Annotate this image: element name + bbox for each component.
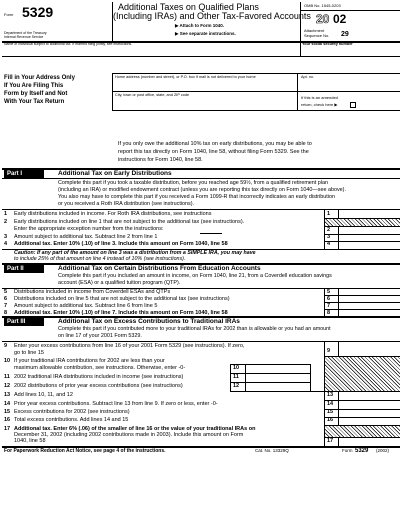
sequence-label: Sequence No. [304, 33, 330, 38]
intro-line2: report this tax directly on Form 1040, line 58, without filing Form 5329. See the [118, 149, 309, 155]
line-16-box: 16 [327, 417, 334, 423]
line-3-text: Amount subject to additional tax. Subtract line 2 from line 1 [14, 234, 158, 240]
name-field[interactable] [4, 48, 298, 56]
sequence-number: 29 [341, 31, 349, 38]
line-9-amount[interactable] [339, 342, 399, 355]
line-14-number: 14 [4, 401, 11, 407]
address-note-line2: If You Are Filing This [4, 83, 64, 89]
intro-line1: If you only owe the additional 10% tax on early distributions, you may be able to [118, 141, 312, 147]
line-14-text: Prior year excess contributions. Subtract line 13 from line 9. If zero or less, enter -0- [14, 401, 218, 407]
line-1-number: 1 [4, 211, 8, 217]
line-9-text-b: go to line 15 [14, 350, 44, 356]
line-11-box: 11 [233, 374, 239, 380]
line-10-amount[interactable] [246, 365, 309, 371]
line-17-amount[interactable] [339, 438, 399, 445]
line-2-text: Early distributions included on line 1 that are not subject to the additional tax (see instructions). [14, 219, 245, 225]
part3-label: Part III [4, 318, 44, 326]
line-5-number: 5 [4, 289, 8, 295]
line-6-text: Distributions included on line 5 that are not subject to the additional tax (see instructions) [14, 296, 230, 302]
part2-desc-1: Complete this part if you included an amount in income, on Form 1040, line 21, from a Coverdell education savings [58, 273, 332, 279]
line-15-box: 15 [327, 409, 334, 415]
line-11-number: 11 [4, 374, 10, 380]
line-5-box: 5 [327, 289, 331, 295]
line-3-amount[interactable] [339, 234, 399, 241]
address-note-line4: With Your Tax Return [4, 99, 65, 105]
line-17-text-a: Additional tax. Enter 6% (.06) of the smaller of line 16 or the value of your traditional IRAs on [14, 426, 256, 432]
line-14-amount[interactable] [339, 401, 399, 408]
dept-treasury: Department of the Treasury [4, 31, 47, 35]
form-word: Form [4, 12, 14, 17]
line-10-box: 10 [233, 365, 240, 371]
line-4-amount[interactable] [339, 241, 399, 248]
part2-desc-2: account (ESA) or a qualified tuition program (QTP). [58, 280, 181, 286]
form-title-line2: (Including IRAs) and Other Tax-Favored Accounts [113, 11, 311, 21]
line-2-amount[interactable] [339, 227, 399, 234]
part1-desc-3: You also may have to complete this part if you received a Form 1099-R that incorrectly indicates an early distribution [58, 194, 335, 200]
line-15-amount[interactable] [339, 409, 399, 416]
line-13-box: 13 [327, 392, 334, 398]
exception-number-field[interactable] [200, 226, 222, 233]
line-1-text: Early distributions included in income. For Roth IRA distributions, see instructions [14, 211, 212, 217]
line-14-box: 14 [327, 401, 334, 407]
line-6-box: 6 [327, 296, 331, 302]
line-4-box: 4 [327, 241, 331, 247]
line-2-exception-text: Enter the appropriate exception number from the instructions: [14, 226, 164, 232]
irs-label: Internal Revenue Service [4, 35, 44, 39]
line-16-text: Total excess contributions. Add lines 14 and 15 [14, 417, 129, 423]
line-11-text: 2002 traditional IRA distributions included in income (see instructions) [14, 374, 184, 380]
home-address-label: Home address (number and street), or P.O. box if mail is not delivered to your home [115, 75, 256, 79]
ssn-field[interactable] [302, 48, 398, 56]
amended-label-line1: If this is an amended [301, 95, 338, 100]
omb-number: OMB No. 1545-0203 [304, 3, 341, 8]
line-13-amount[interactable] [339, 392, 399, 399]
line-9-box: 9 [327, 348, 331, 354]
see-instructions: ▶ See separate instructions. [175, 31, 236, 36]
part1-desc-4: or you received a Roth IRA distribution (see instructions). [58, 201, 195, 207]
line-8-box: 8 [327, 310, 331, 316]
part2-label: Part II [4, 265, 44, 273]
line-3-box: 3 [327, 234, 331, 240]
city-field[interactable] [114, 99, 296, 109]
line-12-box: 12 [233, 383, 240, 389]
line-8-text: Additional tax. Enter 10% (.10) of line 7. Include this amount on Form 1040, line 58 [14, 310, 228, 316]
line-10-number: 10 [4, 358, 11, 364]
part1-desc-2: (including an IRA) or modified endowment contract (unless you are reporting this tax directly on Form 1040—see above). [58, 187, 346, 193]
line-13-text: Add lines 10, 11, and 12 [14, 392, 73, 398]
line-10-text-a: If your traditional IRA contributions for 2002 are less than your [14, 358, 165, 364]
amended-label-line2: return, check here ▶ [301, 102, 338, 107]
line-4-text: Additional tax. Enter 10% (.10) of line 3. Include this amount on Form 1040, line 58 [14, 241, 228, 247]
footer-form-number: 5329 [355, 448, 369, 454]
line-4-number: 4 [4, 241, 8, 247]
ssn-label: Your social security number [302, 42, 353, 46]
intro-line3: instructions for Form 1040, line 58. [118, 157, 203, 163]
attach-instruction: ▶ Attach to Form 1040. [175, 23, 225, 28]
footer-form-word: Form [342, 448, 353, 453]
catalog-number: Cat. No. 13329Q [255, 448, 289, 453]
form-number: 5329 [22, 4, 54, 20]
home-address-field[interactable] [114, 81, 296, 91]
line-6-number: 6 [4, 296, 8, 302]
line-11-amount[interactable] [246, 374, 309, 380]
attachment-label: Attachment [304, 28, 325, 33]
line-9-number: 9 [4, 343, 8, 349]
line-15-number: 15 [4, 409, 11, 415]
line-12-text: 2002 distributions of prior year excess contributions (see instructions) [14, 383, 183, 389]
part1-title: Additional Tax on Early Distributions [58, 170, 172, 177]
amended-checkbox[interactable] [350, 102, 356, 108]
line-2-box: 2 [327, 227, 331, 233]
name-label: Name of individual subject to additional tax. If married filing jointly, see instructions. [4, 42, 133, 46]
paperwork-notice: For Paperwork Reduction Act Notice, see page 4 of the instructions. [4, 448, 166, 454]
line-2-number: 2 [4, 219, 8, 225]
footer-year: (2002) [376, 448, 390, 453]
line-15-text: Excess contributions for 2002 (see instructions) [14, 409, 130, 415]
part1-caution-line2: to include 25% of that amount on line 4 instead of 10% (see instructions). [14, 256, 186, 262]
part3-desc-1: Complete this part if you contributed more to your traditional IRAs for 2002 than is allowable or you had an amount [58, 326, 331, 332]
line-3-number: 3 [4, 234, 8, 240]
line-12-number: 12 [4, 383, 11, 389]
line-16-number: 16 [4, 417, 11, 423]
line-17-text-b: December 31, 2002 (including 2002 contributions made in 2003). Include this amount on Form [14, 432, 244, 438]
line-5-text: Distributions included in income from Coverdell ESAs and QTPs [14, 289, 171, 295]
line-1-amount[interactable] [339, 210, 399, 217]
apt-label: Apt. no. [301, 75, 315, 79]
part1-caution-line1: Caution: If any part of the amount on line 3 was a distribution from a SIMPLE IRA, you may have [14, 250, 256, 256]
year-outline: 20 [316, 12, 330, 26]
line-7-text: Amount subject to additional tax. Subtract line 6 from line 5 [14, 303, 158, 309]
line-16-amount[interactable] [339, 417, 399, 424]
address-note-line1: Fill in Your Address Only [4, 75, 75, 81]
line-9-text-a: Enter your excess contributions from line 16 of your 2001 Form 5329 (see instructions). If zero, [14, 343, 245, 349]
form-title-line1: Additional Taxes on Qualified Plans [118, 2, 259, 12]
part1-label: Part I [4, 170, 44, 178]
apt-field[interactable] [299, 81, 398, 91]
line-7-number: 7 [4, 303, 8, 309]
part1-desc-1: Complete this part if you took a taxable distribution, before you reached age 59½, from a qualified retirement plan [58, 180, 328, 186]
line-17-text-c: 1040, line 58 [14, 438, 46, 444]
line-13-number: 13 [4, 392, 11, 398]
part3-title: Additional Tax on Excess Contributions to Traditional IRAs [58, 318, 240, 325]
line-8-number: 8 [4, 310, 8, 316]
address-note-line3: Form by Itself and Not [4, 91, 68, 97]
line-12-amount[interactable] [246, 383, 309, 390]
line-7-box: 7 [327, 303, 331, 309]
part2-title: Additional Tax on Certain Distributions From Education Accounts [58, 265, 261, 272]
year-bold: 02 [333, 12, 347, 26]
line-17-box: 17 [327, 438, 334, 444]
line-10-text-b: maximum allowable contribution, see instructions. Otherwise, enter -0- [14, 365, 186, 371]
line-1-box: 1 [327, 211, 331, 217]
line-17-number: 17 [4, 426, 11, 432]
city-label: City, town or post office, state, and ZIP code [115, 93, 190, 97]
part3-desc-2: on line 17 of your 2001 Form 5329. [58, 333, 142, 339]
